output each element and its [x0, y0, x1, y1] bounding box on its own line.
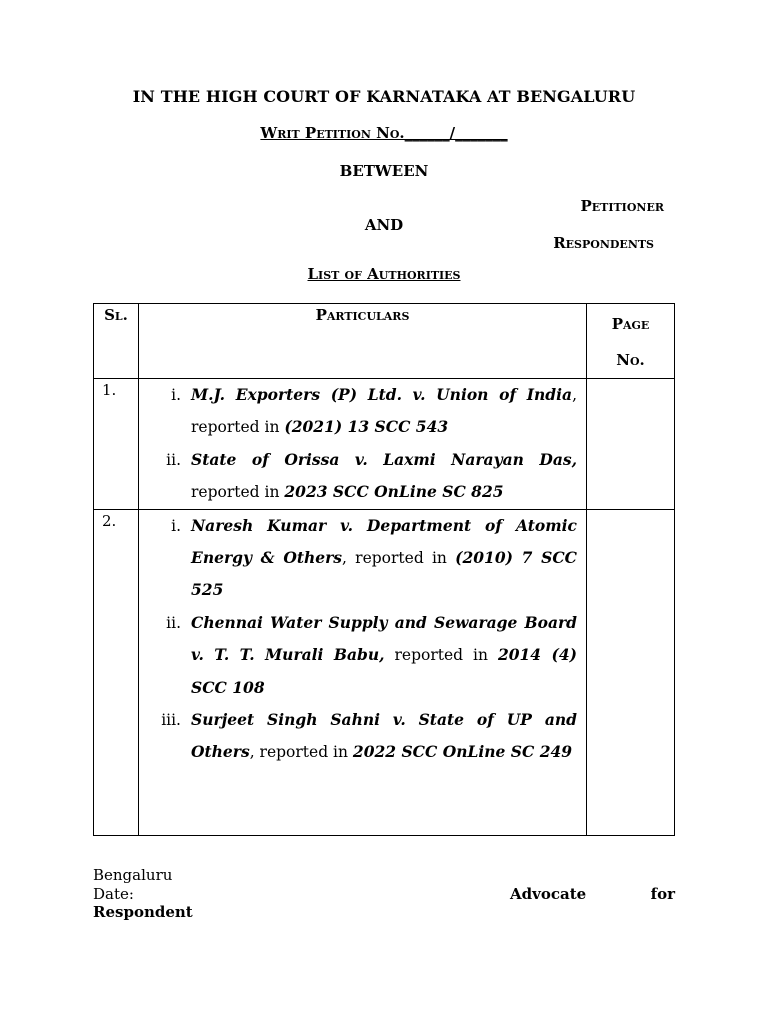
case-name: Naresh Kumar v. Department of Atomic Energy & Others	[191, 515, 577, 568]
writ-petition-label: Writ Petition No.______/_______	[260, 124, 508, 142]
item-text	[191, 379, 577, 444]
item-number: iii.	[161, 711, 181, 730]
footer-advocate-for	[510, 885, 675, 903]
header-page-no	[587, 304, 675, 379]
case-name: State of Orissa v. Laxmi Narayan Das,	[191, 449, 577, 469]
citation: 2023 SCC OnLine SC 825	[284, 482, 504, 502]
row-particulars	[139, 509, 587, 835]
authorities-table	[93, 303, 675, 836]
item-number: i.	[171, 386, 181, 404]
advocate-label: Advocate	[510, 885, 587, 903]
list-item	[139, 607, 586, 704]
table-row	[94, 379, 675, 510]
list-of-authorities-title: List of Authorities	[307, 265, 461, 283]
reported-in: , reported in	[342, 549, 456, 568]
reported-in: , reported in	[249, 743, 353, 762]
citation: (2010) 7 SCC 525	[191, 548, 577, 600]
row-particulars	[139, 379, 587, 510]
header-particulars: Particulars	[139, 304, 587, 379]
row-sl-number: 1.	[94, 379, 139, 510]
footer-respondent: Respondent	[93, 903, 193, 921]
list-item	[139, 510, 586, 607]
petitioner-label: Petitioner	[580, 197, 664, 215]
for-label: for	[650, 885, 675, 903]
reported-in: , reported in	[191, 386, 577, 437]
item-text	[191, 444, 577, 509]
case-name: M.J. Exporters (P) Ltd. v. Union of India	[191, 385, 573, 404]
and-label: AND	[364, 216, 404, 234]
respondents-label: Respondents	[553, 234, 654, 252]
row-page-no	[587, 379, 675, 510]
citation: (2021) 13 SCC 543	[284, 417, 449, 437]
list-item	[139, 379, 586, 444]
citation: 2022 SCC OnLine SC 249	[352, 742, 573, 762]
item-number: ii.	[166, 613, 181, 632]
item-text	[191, 607, 577, 704]
header-sl: Sl.	[94, 304, 139, 379]
reported-in: reported in	[384, 646, 498, 665]
table-header-row	[94, 304, 675, 379]
footer-date: Date:	[93, 885, 134, 903]
between-label: BETWEEN	[339, 162, 429, 180]
case-name: Surjeet Singh Sahni v. State of UP and Others	[191, 710, 577, 762]
footer-city: Bengaluru	[93, 866, 173, 884]
case-name: Chennai Water Supply and Sewarage Board v. T. T. Murali Babu,	[191, 612, 577, 665]
reported-in: reported in	[191, 483, 285, 502]
item-text	[191, 510, 577, 607]
row-sl-number: 2.	[94, 509, 139, 835]
row-page-no	[587, 509, 675, 835]
court-title: IN THE HIGH COURT OF KARNATAKA AT BENGALURU	[132, 87, 636, 106]
citation: 2014 (4) SCC 108	[191, 645, 577, 697]
list-item	[139, 704, 586, 769]
item-number: ii.	[166, 450, 181, 469]
header-page-line1: Page	[611, 315, 650, 333]
item-text	[191, 704, 577, 769]
header-page-line2: No.	[616, 351, 645, 369]
writ-petition-number	[0, 124, 768, 142]
item-number: i.	[171, 516, 181, 535]
list-item	[139, 444, 586, 509]
table-row	[94, 509, 675, 835]
